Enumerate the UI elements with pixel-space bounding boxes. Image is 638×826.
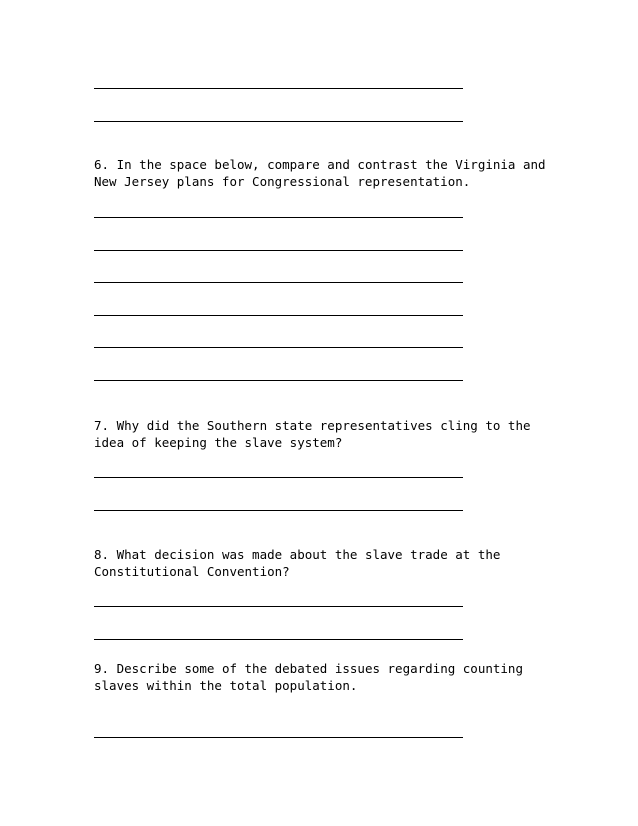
answer-line[interactable] [94,282,463,283]
answer-line[interactable] [94,606,463,607]
question-7 [94,417,564,451]
answer-line[interactable] [94,380,463,381]
question-text: In the space below, compare and contrast the Virginia and New Jersey plans for Congressional representation. [94,157,546,189]
question-6 [94,156,564,190]
answer-line[interactable] [94,315,463,316]
question-number: 9. [94,661,110,676]
answer-line[interactable] [94,121,463,122]
answer-line[interactable] [94,639,463,640]
answer-line[interactable] [94,217,463,218]
question-text: Why did the Southern state representatives cling to the idea of keeping the slave system? [94,418,531,450]
question-number: 7. [94,418,110,433]
answer-line[interactable] [94,510,463,511]
question-text: What decision was made about the slave trade at the Constitutional Convention? [94,547,501,579]
question-8 [94,546,564,580]
question-9 [94,660,564,694]
answer-line[interactable] [94,347,463,348]
question-number: 6. [94,157,110,172]
answer-line[interactable] [94,88,463,89]
question-number: 8. [94,547,110,562]
answer-line[interactable] [94,737,463,738]
question-text: Describe some of the debated issues regarding counting slaves within the total population. [94,661,523,693]
answer-line[interactable] [94,250,463,251]
answer-line[interactable] [94,477,463,478]
